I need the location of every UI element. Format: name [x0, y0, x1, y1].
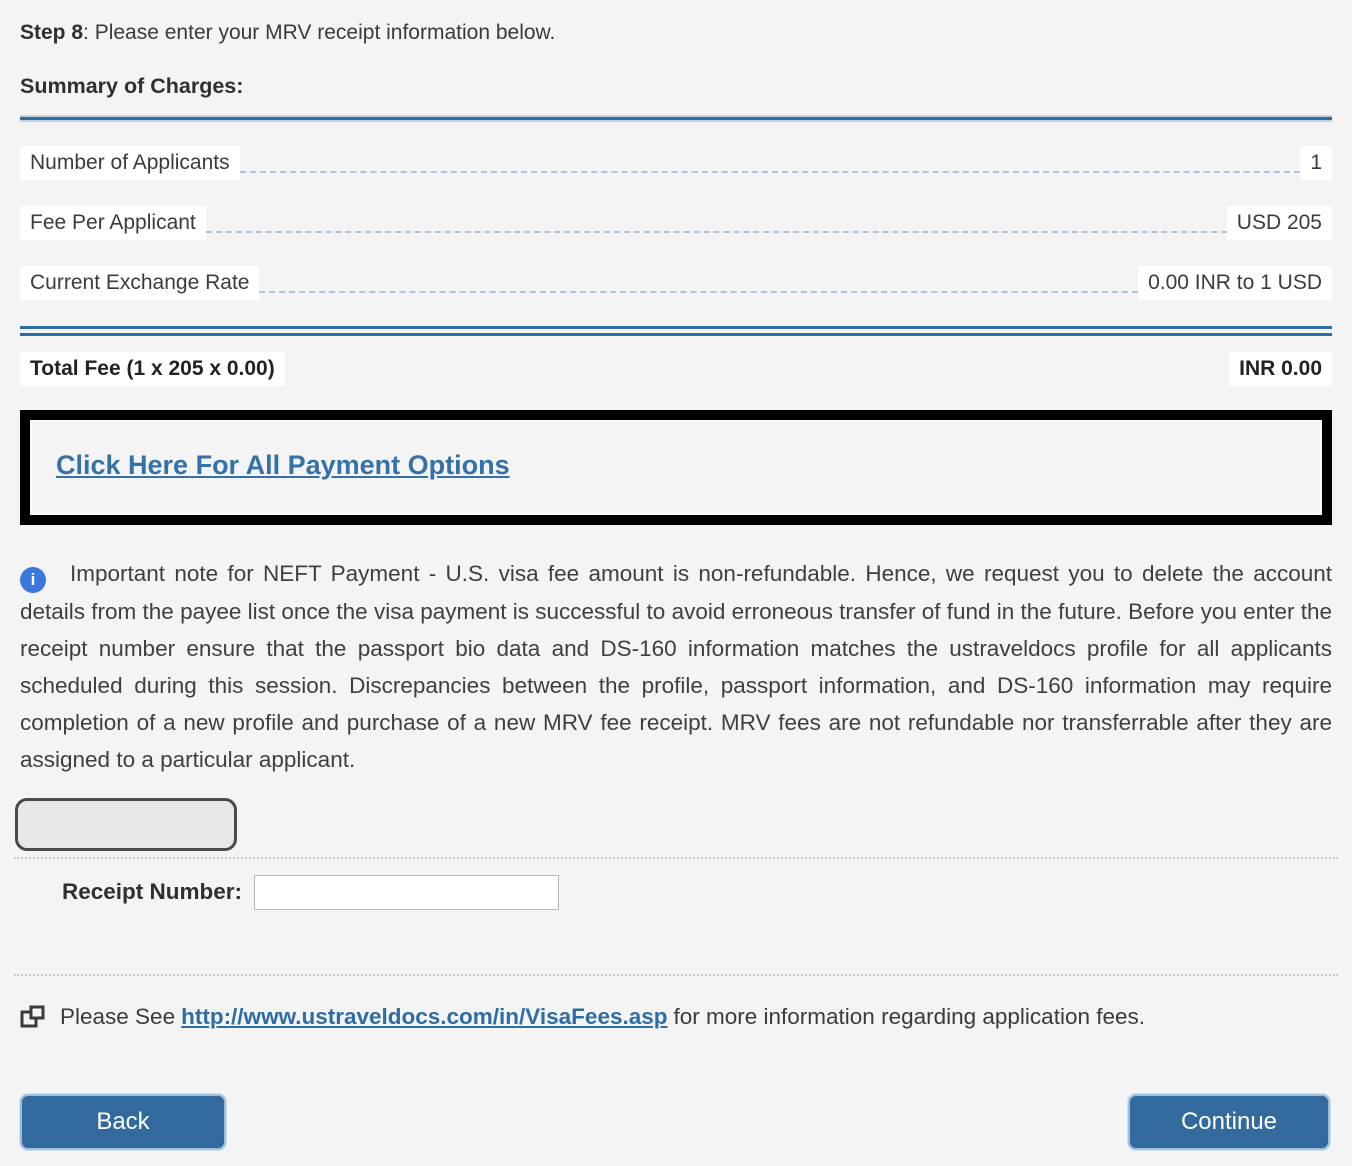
total-fee-row — [20, 352, 1332, 386]
step-number: Step 8 — [20, 21, 84, 44]
action-buttons-row — [20, 1094, 1332, 1150]
fee-row-value: USD 205 — [1227, 206, 1332, 240]
step-text: : Please enter your MRV receipt information below. — [83, 21, 556, 44]
fee-row-number-of-applicants — [20, 146, 1332, 180]
summary-heading: Summary of Charges: — [20, 74, 244, 98]
fee-row-value: 1 — [1300, 146, 1332, 180]
dotted-leader — [259, 266, 1138, 293]
total-fee-label: Total Fee (1 x 205 x 0.00) — [20, 352, 285, 386]
summary-divider — [20, 117, 1332, 120]
neft-note-text: Important note for NEFT Payment - U.S. visa fee amount is non-refundable. Hence, we request you to delete the account details from the payee list once the visa payment is successful to avoid erroneous transfer of fund in the future. Before you enter the receipt number ensure that the passport bio data and DS-160 information matches the ustraveldocs profile for all applicants scheduled during this session. Discrepancies between the profile, passport information, and DS-160 information may require completion of a new profile and purchase of a new MRV fee receipt. MRV fees are not refundable nor transferrable after they are assigned to a particular applicant. — [20, 561, 1332, 772]
continue-button[interactable]: Continue — [1128, 1094, 1330, 1150]
step-intro — [20, 18, 1332, 48]
dotted-separator — [14, 974, 1338, 976]
fee-row-label: Number of Applicants — [20, 146, 240, 180]
payment-options-box-inner — [30, 420, 1322, 515]
visa-fees-link[interactable]: http://www.ustraveldocs.com/in/VisaFees.asp — [181, 1003, 668, 1029]
receipt-number-row — [20, 875, 1332, 910]
visa-fees-info-line — [20, 1004, 1332, 1030]
fee-row-value: 0.00 INR to 1 USD — [1138, 266, 1332, 300]
fee-row-label: Current Exchange Rate — [20, 266, 259, 300]
fee-row-label: Fee Per Applicant — [20, 206, 206, 240]
payment-options-link[interactable]: Click Here For All Payment Options — [56, 450, 510, 480]
receipt-number-input[interactable] — [254, 875, 559, 910]
info-icon: i — [20, 567, 46, 593]
dotted-separator — [14, 857, 1338, 859]
dotted-leader — [240, 146, 1301, 173]
receipt-number-label: Receipt Number: — [62, 879, 243, 904]
back-button[interactable]: Back — [20, 1094, 226, 1150]
external-link-icon — [20, 1004, 46, 1030]
total-fee-value: INR 0.00 — [1229, 352, 1332, 386]
fees-info-suffix: for more information regarding application fees. — [673, 1003, 1146, 1029]
empty-disabled-button — [15, 798, 237, 851]
dotted-leader — [206, 206, 1227, 233]
fees-info-prefix: Please See — [60, 1003, 176, 1029]
neft-important-note — [20, 555, 1332, 778]
fee-row-fee-per-applicant — [20, 206, 1332, 240]
total-divider — [20, 326, 1332, 336]
fee-table — [20, 146, 1332, 300]
fee-row-exchange-rate — [20, 266, 1332, 300]
payment-options-box — [20, 410, 1332, 525]
spacer — [285, 352, 1229, 386]
